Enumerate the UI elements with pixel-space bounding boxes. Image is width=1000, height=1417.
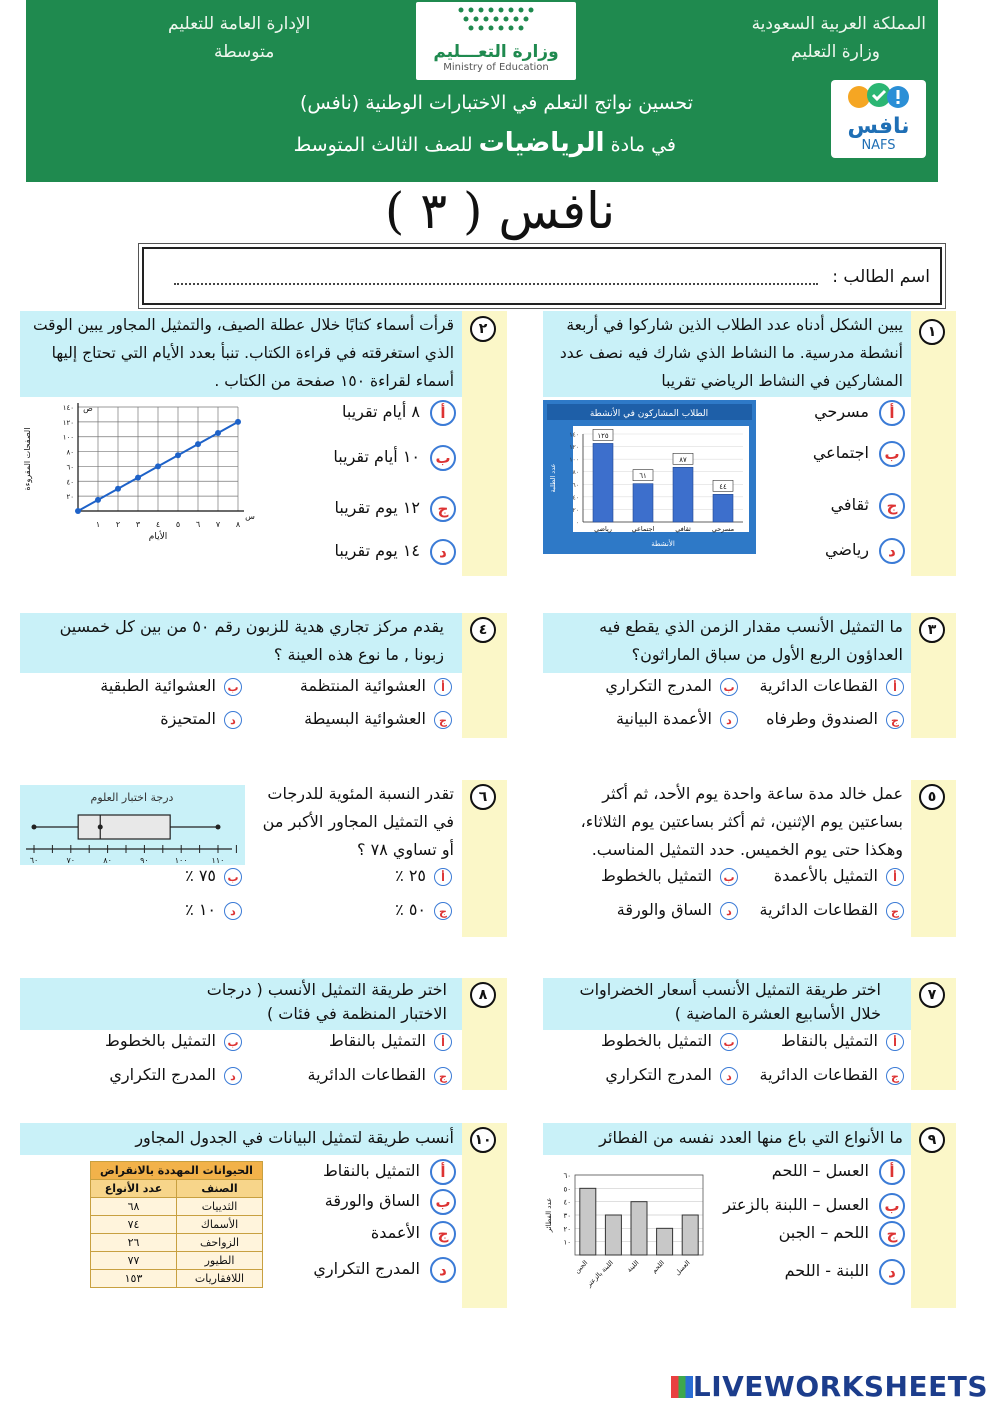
- option-3-label[interactable]: القطاعات الدائرية: [759, 1065, 878, 1084]
- option-1-label[interactable]: القطاعات الدائرية: [759, 676, 878, 695]
- x-tick-label: العسل: [673, 1258, 692, 1277]
- option-1-radio[interactable]: أ: [430, 400, 456, 426]
- option-2-label[interactable]: العسل – اللبنة بالزعتر: [723, 1195, 869, 1214]
- option-1-radio[interactable]: أ: [886, 1033, 904, 1051]
- option-4-radio[interactable]: د: [879, 538, 905, 564]
- option-2-radio[interactable]: ب: [720, 678, 738, 696]
- option-3-label[interactable]: القطاعات الدائرية: [759, 900, 878, 919]
- median-point: [98, 825, 103, 830]
- table-header-cell: الصنف: [176, 1180, 262, 1197]
- question-text: يبين الشكل أدناه عدد الطلاب الذين شاركوا في أربعة أنشطة مدرسية. ما النشاط الذي شارك فيه نصف عدد المشاركين في النشاط الرياضي تقريبا: [543, 311, 911, 397]
- y-tick-label: ٢٠: [563, 1225, 571, 1234]
- table-cell: ٦٨: [127, 1200, 140, 1213]
- question-text: يقدم مركز تجاري هدية للزبون رقم ٥٠ من بين كل خمسين زبونا , ما نوع هذه العينة ؟: [20, 613, 462, 673]
- x-axis-label: الأنشطة: [651, 540, 675, 548]
- question-8: [20, 978, 507, 1090]
- option-2-label[interactable]: ٧٥ ٪: [185, 866, 216, 885]
- x-tick-label: مسرحي: [711, 525, 735, 533]
- question-text: قرأت أسماء كتابًا خلال عطلة الصيف، والتمثيل المجاور يبين الوقت الذي استغرقته في قراءة الكتاب. تنبأ بعدد الأيام التي تحتاج إليها أسماء لقراءة ١٥٠ صفحة من الكتاب .: [20, 311, 462, 397]
- question-text: اختر طريقة التمثيل الأنسب ( درجات الاختبار المنظمة في فئات ): [20, 978, 462, 1030]
- option-3-label[interactable]: ثقافي: [830, 495, 869, 514]
- data-point-7: [195, 441, 201, 447]
- y-tick-label: ٤٠: [563, 1198, 571, 1207]
- nafs-en-text: NAFS: [861, 138, 896, 153]
- option-3-label[interactable]: ٥٠ ٪: [395, 900, 426, 919]
- option-1-label[interactable]: ٢٥ ٪: [395, 866, 426, 885]
- bar-3: [673, 467, 693, 522]
- table-header-row: [91, 1179, 262, 1197]
- option-4-label[interactable]: المدرج التكراري: [605, 1065, 712, 1084]
- x-tick-label: ٨: [235, 520, 241, 529]
- question-text: عمل خالد مدة ساعة واحدة يوم الأحد، ثم أكثر بساعتين يوم الإثنين، ثم أكثر بساعتين يوم الثلاثاء، وهكذا حتى يوم الخميس. حدد التمثيل المناسب.: [543, 780, 911, 864]
- x-tick-label: رياضي: [594, 525, 612, 533]
- option-3-label[interactable]: الصندوق وطرفاه: [766, 709, 878, 728]
- option-3-radio[interactable]: ج: [879, 1221, 905, 1247]
- option-3-radio[interactable]: ج: [886, 1067, 904, 1085]
- question-number: ١: [919, 319, 945, 345]
- y-tick-label: ٤٠: [572, 494, 579, 502]
- option-1-radio[interactable]: أ: [886, 868, 904, 886]
- liveworksheets-icon: [671, 1376, 693, 1398]
- option-4-label[interactable]: رياضي: [825, 540, 869, 559]
- subject-name: الرياضيات: [478, 128, 605, 158]
- x-axis-symbol: س: [245, 512, 255, 521]
- x-tick-label: ٦: [195, 520, 201, 529]
- x-tick-label: ٢: [115, 520, 121, 529]
- bar-2: [633, 484, 653, 522]
- x-tick-label: اجتماعي: [631, 525, 655, 533]
- chart-svg: [20, 785, 245, 865]
- question-1: [543, 311, 956, 576]
- y-tick-label: ٦٠: [66, 463, 74, 472]
- question-text: ما التمثيل الأنسب مقدار الزمن الذي يقطع فيه العداؤون الربع الأول من سباق الماراثون؟: [543, 613, 911, 673]
- program-title: تحسين نواتج التعلم في الاختبارات الوطنية (نافس): [299, 92, 693, 114]
- question-3: [543, 613, 956, 738]
- table-header-cell: عدد الأنواع: [104, 1182, 163, 1195]
- value-label: ٦١: [639, 472, 647, 481]
- question-4: [20, 613, 507, 738]
- option-4-radio[interactable]: د: [720, 902, 738, 920]
- option-3-label[interactable]: ١٢ يوم تقريبا: [334, 498, 420, 517]
- option-3-radio[interactable]: ج: [886, 902, 904, 920]
- question-number: ٧: [919, 982, 945, 1008]
- option-2-label[interactable]: ١٠ أيام تقريبا: [333, 447, 420, 466]
- option-4-label[interactable]: اللبنة - اللحم: [784, 1261, 869, 1280]
- data-point-3: [115, 486, 121, 492]
- table-cell: الأسماك: [176, 1216, 262, 1233]
- option-1-radio[interactable]: أ: [430, 1159, 456, 1185]
- option-1-radio[interactable]: أ: [434, 868, 452, 886]
- tick-label: ١٠٠: [174, 856, 188, 865]
- option-1-label[interactable]: ٨ أيام تقريبا: [342, 402, 420, 421]
- side-strip: [462, 311, 507, 576]
- student-name-box: [142, 247, 942, 305]
- option-1-label[interactable]: التمثيل بالأعمدة: [773, 866, 878, 885]
- box-title: درجة اختبار العلوم: [90, 791, 174, 804]
- y-tick-label: ٢٠: [572, 506, 579, 514]
- page-title: نافس ( ٣ ): [384, 182, 616, 240]
- bar-3: [631, 1202, 647, 1255]
- y-tick-label: ١٠٠: [62, 433, 74, 442]
- bar-1: [593, 443, 613, 522]
- option-3-radio[interactable]: ج: [430, 496, 456, 522]
- option-2-radio[interactable]: ب: [430, 1189, 456, 1215]
- bar-4: [657, 1228, 673, 1255]
- x-tick-label: ثقافي: [675, 525, 691, 533]
- table-row: [91, 1233, 262, 1251]
- y-tick-label: ٦٠: [572, 481, 579, 489]
- option-4-radio[interactable]: د: [720, 711, 738, 729]
- value-label: ١٢٥: [597, 431, 609, 440]
- value-label: ٨٧: [679, 455, 687, 464]
- y-tick-label: ٨٠: [66, 448, 74, 457]
- student-name-input[interactable]: [174, 283, 818, 285]
- nafs-ar-text: نافس: [847, 114, 910, 139]
- table-cell: اللافقاريات: [176, 1270, 262, 1287]
- chart-svg: [543, 400, 756, 554]
- x-tick-label: الجبن: [573, 1258, 590, 1275]
- option-1-radio[interactable]: أ: [434, 1033, 452, 1051]
- subject-line: [294, 128, 676, 158]
- option-2-radio[interactable]: ب: [224, 868, 242, 886]
- option-1-radio[interactable]: أ: [879, 1159, 905, 1185]
- y-tick-label: ١٠٠: [569, 456, 579, 464]
- option-2-label[interactable]: المدرج التكراري: [605, 676, 712, 695]
- question-text: تقدر النسبة المئوية للدرجات في التمثيل المجاور الأكبر من أو تساوي ٧٨ ؟: [247, 780, 462, 864]
- animals-table: [90, 1161, 263, 1288]
- option-4-radio[interactable]: د: [430, 539, 456, 565]
- option-4-label[interactable]: المتحيزة: [160, 709, 216, 728]
- option-3-label[interactable]: اللحم – الجبن: [778, 1223, 869, 1242]
- box-plot: [20, 785, 245, 865]
- box: [78, 815, 170, 839]
- max-point: [216, 825, 221, 830]
- option-2-radio[interactable]: ب: [879, 1193, 905, 1219]
- table-title: الحيوانات المهددة بالانقراض: [91, 1162, 262, 1179]
- option-3-radio[interactable]: ج: [886, 711, 904, 729]
- option-4-label[interactable]: المدرج التكراري: [313, 1259, 420, 1278]
- question-6: [20, 780, 507, 937]
- question-number: ٥: [919, 784, 945, 810]
- y-tick-label: ٢٠: [66, 493, 74, 502]
- question-10: [20, 1123, 507, 1308]
- x-tick-label: ٥: [175, 520, 181, 529]
- option-4-radio[interactable]: د: [224, 902, 242, 920]
- bar-1: [580, 1188, 596, 1255]
- option-4-radio[interactable]: د: [720, 1067, 738, 1085]
- table-cell: ٧٤: [127, 1218, 140, 1231]
- question-text: أنسب طريقة لتمثيل البيانات في الجدول المجاور: [20, 1123, 462, 1155]
- option-1-radio[interactable]: أ: [434, 678, 452, 696]
- option-3-radio[interactable]: ج: [434, 902, 452, 920]
- option-1-radio[interactable]: أ: [879, 400, 905, 426]
- question-9: [543, 1123, 956, 1308]
- data-point-4: [135, 475, 141, 481]
- option-4-label[interactable]: ١٠ ٪: [185, 900, 216, 919]
- option-2-radio[interactable]: ب: [720, 868, 738, 886]
- question-5: [543, 780, 956, 937]
- question-number: ٢: [470, 316, 496, 342]
- x-tick-label: ٤: [155, 520, 161, 529]
- logo-en-text: Ministry of Education: [443, 62, 549, 73]
- table-cell: ٢٦: [127, 1236, 140, 1249]
- data-point-1: [75, 508, 81, 514]
- question-number: ٤: [470, 617, 496, 643]
- subject-post: للصف الثالث المتوسط: [293, 134, 473, 156]
- y-tick-label: ٥٠: [563, 1185, 571, 1194]
- value-label: ٤٤: [719, 482, 727, 491]
- tick-label: ٧٠: [66, 856, 76, 865]
- x-tick-label: ١: [95, 520, 101, 529]
- chart-title: الطلاب المشاركون في الأنشطة: [589, 409, 709, 419]
- option-2-label[interactable]: التمثيل بالخطوط: [601, 1031, 712, 1050]
- option-1-label[interactable]: التمثيل بالنقاط: [322, 1161, 420, 1180]
- y-axis-label: الصفحات المقروءة: [23, 427, 32, 491]
- option-4-label[interactable]: المدرج التكراري: [109, 1065, 216, 1084]
- table-cell: الطيور: [176, 1252, 262, 1269]
- option-3-label[interactable]: العشوائية البسيطة: [304, 709, 426, 728]
- table-cell: ١٥٣: [124, 1272, 143, 1285]
- logo-ar-text: وزارة التعـــليم: [433, 42, 559, 62]
- table-cell: ٧٧: [127, 1254, 140, 1267]
- option-2-radio[interactable]: ب: [224, 678, 242, 696]
- y-tick-label: ٨٠: [572, 469, 579, 477]
- chart-svg: [543, 1163, 713, 1298]
- question-7: [543, 978, 956, 1090]
- y-tick-label: ١٢٠: [569, 444, 579, 452]
- option-2-radio[interactable]: ب: [720, 1033, 738, 1051]
- y-tick-label: ١٤٠: [62, 404, 74, 412]
- data-point-5: [155, 463, 161, 469]
- x-tick-label: اللحم: [650, 1258, 667, 1275]
- question-text: اختر طريقة التمثيل الأنسب أسعار الخضراوات خلال الأسابيع العشرة الماضية ): [543, 978, 911, 1030]
- table-cell: الزواحف: [176, 1234, 262, 1251]
- bar-2: [605, 1215, 621, 1255]
- nafs-logo: [831, 80, 926, 158]
- data-point-2: [95, 497, 101, 503]
- y-tick-label: ١٢٠: [62, 418, 74, 427]
- option-1-label[interactable]: التمثيل بالنقاط: [780, 1031, 878, 1050]
- y-axis-label: عدد الفطائر: [545, 1197, 553, 1233]
- student-name-label: اسم الطالب :: [832, 267, 930, 287]
- data-point-8: [215, 430, 221, 436]
- logo-dots-icon: [416, 2, 576, 38]
- chart-svg: [20, 399, 265, 549]
- question-text: ما الأنواع التي باع منها العدد نفسه من الفطائر: [543, 1123, 911, 1155]
- option-1-label[interactable]: التمثيل بالنقاط: [328, 1031, 426, 1050]
- tick-label: ٩٠: [140, 856, 149, 865]
- option-2-radio[interactable]: ب: [879, 441, 905, 467]
- option-4-label[interactable]: ١٤ يوم تقريبا: [334, 541, 420, 560]
- table-cell: الثدييات: [176, 1198, 262, 1215]
- question-number: ١٠: [470, 1127, 496, 1153]
- liveworksheets-logo: [671, 1370, 988, 1403]
- tick-label: ٦٠: [29, 856, 39, 865]
- option-4-radio[interactable]: د: [224, 1067, 242, 1085]
- option-3-radio[interactable]: ج: [434, 711, 452, 729]
- x-tick-label: اللبنة بالزعتر: [584, 1258, 615, 1289]
- question-number: ٩: [919, 1127, 945, 1153]
- option-1-label[interactable]: العشوائية المنتظمة: [299, 676, 426, 695]
- liveworksheets-text: LIVEWORKSHEETS: [692, 1370, 988, 1403]
- option-1-radio[interactable]: أ: [886, 678, 904, 696]
- kingdom-text: المملكة العربية السعودية: [751, 14, 926, 34]
- option-2-label[interactable]: التمثيل بالخطوط: [105, 1031, 216, 1050]
- bar-chart-pies: [543, 1163, 713, 1302]
- question-2: [20, 311, 507, 576]
- y-axis-symbol: ص: [83, 404, 93, 413]
- option-3-radio[interactable]: ج: [879, 493, 905, 519]
- option-1-label[interactable]: مسرحي: [814, 402, 869, 421]
- subject-pre: في مادة: [610, 134, 676, 156]
- stage-text: متوسطة: [214, 42, 275, 62]
- x-tick-label: اللبنة: [625, 1258, 641, 1274]
- option-4-radio[interactable]: د: [430, 1257, 456, 1283]
- header-banner: [26, 0, 938, 182]
- y-tick-label: ١٠: [563, 1238, 571, 1247]
- data-point-6: [175, 452, 181, 458]
- option-4-label[interactable]: الأعمدة البيانية: [616, 709, 712, 728]
- bar-5: [682, 1215, 698, 1255]
- side-strip: [911, 311, 956, 576]
- question-number: ٦: [470, 784, 496, 810]
- y-tick-label: ٦٠: [563, 1172, 571, 1180]
- option-4-label[interactable]: الساق والورقة: [616, 900, 712, 919]
- option-3-label[interactable]: القطاعات الدائرية: [307, 1065, 426, 1084]
- question-number: ٨: [470, 982, 496, 1008]
- ministry-logo: [416, 2, 576, 80]
- y-tick-label: ٤٠: [66, 478, 74, 487]
- x-tick-label: ٧: [215, 520, 221, 529]
- option-2-label[interactable]: التمثيل بالخطوط: [601, 866, 712, 885]
- bar-chart-activities: [543, 400, 756, 558]
- x-axis-label: الأيام: [148, 532, 168, 542]
- option-1-label[interactable]: العسل – اللحم: [771, 1161, 869, 1180]
- ministry-text: وزارة التعليم: [791, 42, 880, 62]
- x-tick-label: ٣: [135, 520, 141, 529]
- data-point-9: [235, 419, 241, 425]
- option-2-label[interactable]: العشوائية الطبقية: [100, 676, 216, 695]
- option-2-label[interactable]: اجتماعي: [812, 443, 869, 462]
- tick-label: ٨٠: [103, 856, 112, 865]
- min-point: [32, 825, 37, 830]
- bar-4: [713, 494, 733, 522]
- option-3-label[interactable]: الأعمدة: [370, 1223, 420, 1242]
- line-chart-pages: [20, 399, 265, 553]
- nafs-badges-icon: [831, 80, 926, 112]
- option-3-radio[interactable]: ج: [430, 1221, 456, 1247]
- table-row: [91, 1215, 262, 1233]
- y-axis-label: عدد الطلبة: [549, 463, 557, 493]
- directorate-text: الإدارة العامة للتعليم: [168, 14, 311, 34]
- question-number: ٣: [919, 617, 945, 643]
- table-row: [91, 1197, 262, 1215]
- option-4-radio[interactable]: د: [224, 711, 242, 729]
- y-tick-label: ٣٠: [563, 1212, 571, 1220]
- option-3-radio[interactable]: ج: [434, 1067, 452, 1085]
- table-row: [91, 1269, 262, 1287]
- option-2-label[interactable]: الساق والورقة: [324, 1191, 420, 1210]
- tick-label: ١١٠: [211, 856, 225, 865]
- y-tick-label: ٠: [575, 519, 579, 527]
- option-2-radio[interactable]: ب: [430, 445, 456, 471]
- option-2-radio[interactable]: ب: [224, 1033, 242, 1051]
- table-row: [91, 1251, 262, 1269]
- y-tick-label: ١٤٠: [569, 431, 579, 439]
- option-4-radio[interactable]: د: [879, 1259, 905, 1285]
